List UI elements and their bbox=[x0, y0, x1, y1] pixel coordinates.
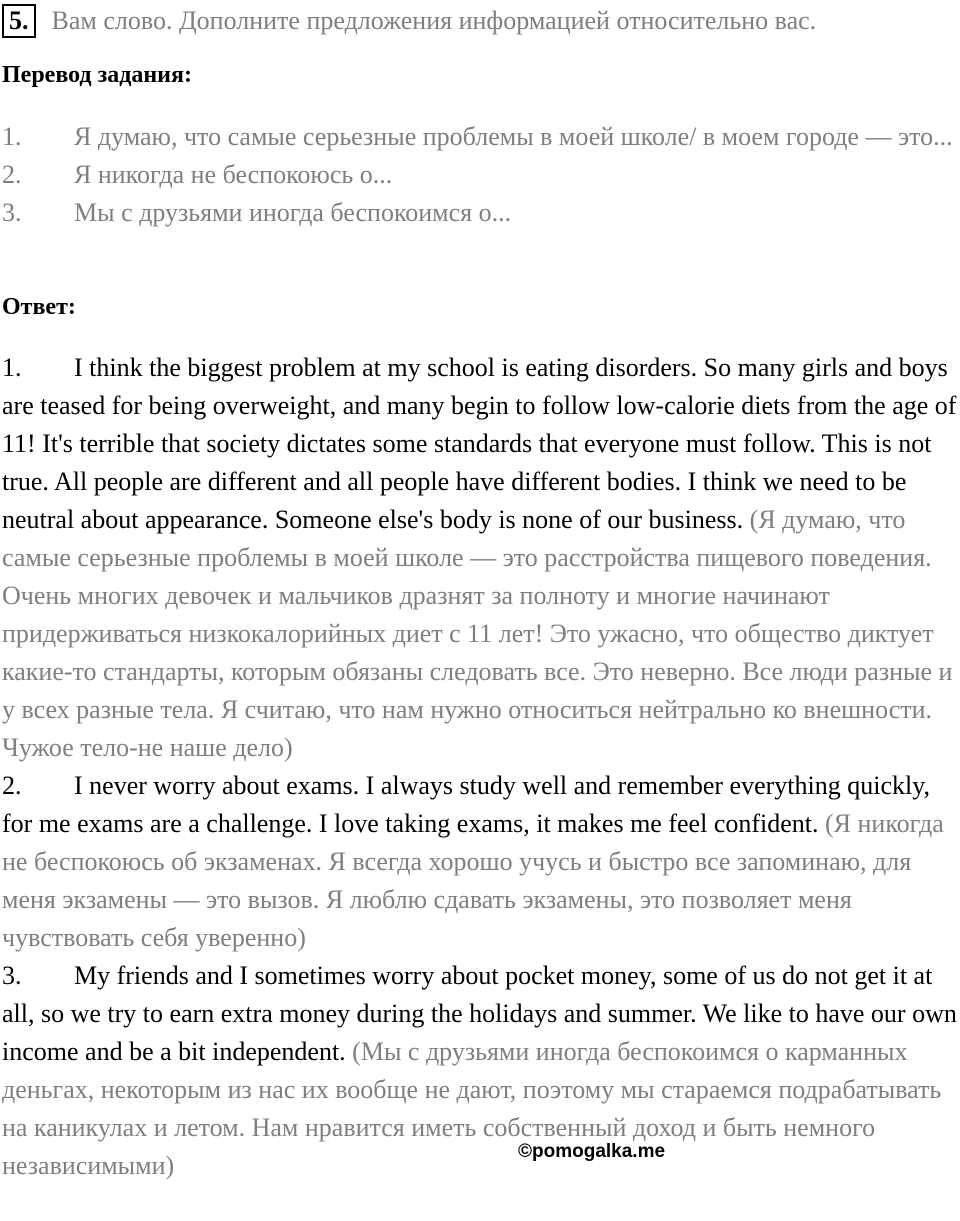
translation-item bbox=[2, 118, 956, 156]
answer-heading: Ответ: bbox=[2, 294, 76, 320]
translation-item bbox=[2, 194, 956, 232]
answer-english-text: I think the biggest problem at my school is eating disorders. So many girls and boys are teased for being overweight, and many begin to follow low-calorie diets from the age of 11! It's terrible that society dictates some standards that everyone must follow. This is not true. All people are different and all people have different bodies. I think we need to be neutral about appearance. Someone else's body is none of our business. bbox=[2, 353, 957, 534]
translation-heading: Перевод задания: bbox=[2, 62, 192, 88]
answer-russian-translation: (Мы с друзьями иногда беспокоимся о карманных деньгах, некоторым из нас их вообще не дают, поэтому мы стараемся подрабатывать на каникулах и летом. Нам нравится иметь собственный доход и быть немного независимыми) bbox=[2, 1037, 942, 1180]
item-number: 3. bbox=[2, 961, 22, 990]
answer-english-text: I never worry about exams. I always study well and remember everything quickly, for me exams are a challenge. I love taking exams, it makes me feel confident. bbox=[2, 771, 931, 838]
answer-russian-translation: (Я думаю, что самые серьезные проблемы в моей школе — это расстройства пищевого поведения. Очень многих девочек и мальчиков дразнят за полноту и многие начинают придерживаться низкокалорийных диет с 11 лет! Это ужасно, что общество диктует какие-то стандарты, которым обязаны следовать все. Это неверно. Все люди разные и у всех разные тела. Я считаю, что нам нужно относиться нейтрально ко внешности. Чужое тело-не наше дело) bbox=[2, 505, 953, 762]
answer-item bbox=[2, 767, 960, 957]
item-text: Я думаю, что самые серьезные проблемы в моей школе/ в моем городе — это... bbox=[74, 122, 953, 151]
answer-russian-translation: (Я никогда не беспокоюсь об экзаменах. Я всегда хорошо учусь и быстро все запоминаю, для меня экзамены — это вызов. Я люблю сдавать экзамены, это позволяет меня чувствовать себя уверенно) bbox=[2, 809, 944, 952]
translation-list bbox=[2, 118, 956, 232]
site-watermark: ©pomogalka.me bbox=[518, 1141, 666, 1162]
item-text: Мы с друзьями иногда беспокоимся о... bbox=[74, 198, 512, 227]
answer-item bbox=[2, 957, 960, 1185]
item-number: 3. bbox=[2, 198, 22, 227]
answer-item bbox=[2, 349, 960, 767]
item-text: Я никогда не беспокоюсь о... bbox=[74, 160, 393, 189]
translation-item bbox=[2, 156, 956, 194]
task-instruction: Вам слово. Дополните предложения информацией относительно вас. bbox=[51, 6, 817, 35]
answer-english-text: My friends and I sometimes worry about pocket money, some of us do not get it at all, so we try to earn extra money during the holidays and summer. We like to have our own income and be a bit independent. bbox=[2, 961, 957, 1066]
task-number-badge: 5. bbox=[2, 4, 36, 38]
item-number: 2. bbox=[2, 160, 22, 189]
item-number: 1. bbox=[2, 122, 22, 151]
item-number: 1. bbox=[2, 353, 22, 382]
answer-list bbox=[2, 349, 960, 1185]
task-header bbox=[2, 4, 816, 38]
item-number: 2. bbox=[2, 771, 22, 800]
